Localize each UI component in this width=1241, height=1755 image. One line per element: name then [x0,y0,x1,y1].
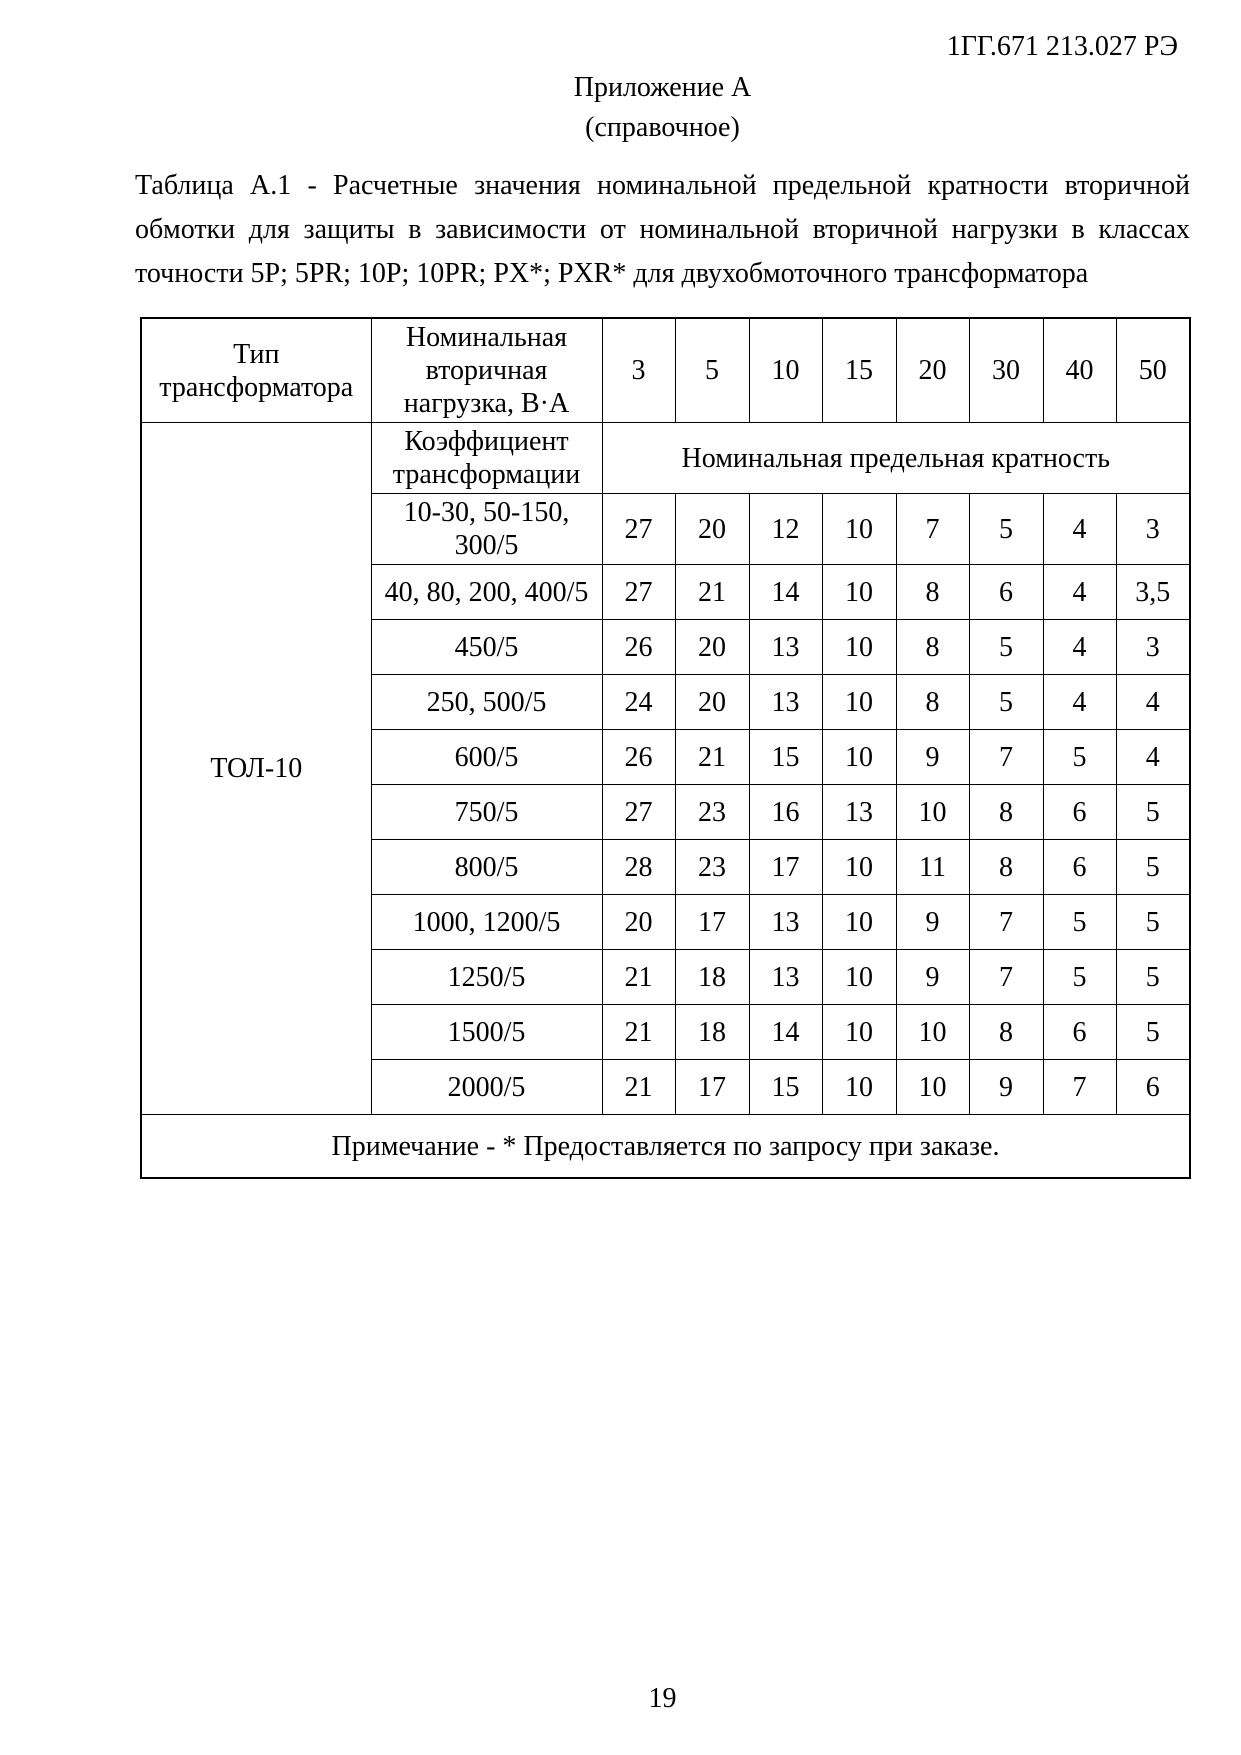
value-cell: 21 [602,950,675,1005]
value-cell: 6 [1043,840,1116,895]
value-cell: 20 [675,494,749,565]
doc-code: 1ГГ.671 213.027 РЭ [946,31,1178,62]
value-cell: 13 [749,620,822,675]
value-cell: 23 [675,785,749,840]
value-cell: 5 [969,620,1043,675]
value-cell: 12 [749,494,822,565]
coef-cell: 450/5 [371,620,602,675]
load-value-cell: 3 [602,318,675,423]
value-cell: 17 [749,840,822,895]
value-cell: 5 [969,494,1043,565]
coef-cell: 2000/5 [371,1060,602,1115]
appendix-title: Приложение А [573,72,752,103]
value-cell: 18 [675,950,749,1005]
value-cell: 18 [675,1005,749,1060]
note-row [141,1115,1190,1179]
load-value-cell: 15 [822,318,896,423]
value-cell: 8 [896,620,969,675]
coef-cell: 800/5 [371,840,602,895]
coef-cell: 40, 80, 200, 400/5 [371,565,602,620]
value-cell: 16 [749,785,822,840]
table-caption [135,164,1190,296]
value-cell: 5 [1116,785,1190,840]
load-value-cell: 50 [1116,318,1190,423]
value-cell: 5 [1116,840,1190,895]
coef-cell: 1000, 1200/5 [371,895,602,950]
value-cell: 8 [896,675,969,730]
caption-line-2: обмотки для защиты в зависимости от номинальной вторичной нагрузки в классах [135,214,1190,245]
value-cell: 10 [822,730,896,785]
value-cell: 3,5 [1116,565,1190,620]
coef-cell: 1250/5 [371,950,602,1005]
value-cell: 13 [822,785,896,840]
value-cell: 10 [822,494,896,565]
value-cell: 5 [969,675,1043,730]
value-cell: 5 [1116,895,1190,950]
header-nominal-multiplicity: Номинальная предельная кратность [602,423,1190,494]
value-cell: 27 [602,785,675,840]
value-cell: 21 [602,1005,675,1060]
value-cell: 24 [602,675,675,730]
value-cell: 20 [675,620,749,675]
header-secondary-load: Номинальная вторичная нагрузка, В·А [371,318,602,423]
value-cell: 9 [896,950,969,1005]
value-cell: 10 [822,895,896,950]
value-cell: 5 [1116,950,1190,1005]
value-cell: 26 [602,620,675,675]
value-cell: 10 [896,785,969,840]
value-cell: 10 [896,1060,969,1115]
value-cell: 4 [1043,565,1116,620]
value-cell: 3 [1116,620,1190,675]
value-cell: 8 [969,840,1043,895]
value-cell: 27 [602,494,675,565]
value-cell: 10 [822,1005,896,1060]
coef-cell: 10-30, 50-150, 300/5 [371,494,602,565]
value-cell: 6 [1116,1060,1190,1115]
header-transformer-type: Тип трансформатора [141,318,371,423]
value-cell: 20 [675,675,749,730]
value-cell: 3 [1116,494,1190,565]
value-cell: 15 [749,730,822,785]
value-cell: 9 [896,730,969,785]
value-cell: 9 [896,895,969,950]
load-value-cell: 40 [1043,318,1116,423]
value-cell: 10 [896,1005,969,1060]
coef-cell: 750/5 [371,785,602,840]
value-cell: 14 [749,1005,822,1060]
value-cell: 21 [675,730,749,785]
value-cell: 13 [749,675,822,730]
value-cell: 6 [1043,1005,1116,1060]
value-cell: 7 [969,730,1043,785]
value-cell: 15 [749,1060,822,1115]
value-cell: 21 [602,1060,675,1115]
value-cell: 5 [1116,1005,1190,1060]
value-cell: 13 [749,950,822,1005]
caption-line-3: точности 5P; 5PR; 10P; 10PR; PX*; PXR* для двухобмоточного трансформатора [135,258,1089,289]
value-cell: 6 [1043,785,1116,840]
value-cell: 7 [969,950,1043,1005]
load-value-cell: 10 [749,318,822,423]
value-cell: 8 [969,785,1043,840]
value-cell: 4 [1116,730,1190,785]
value-cell: 6 [969,565,1043,620]
header-coefficient: Коэффициент трансформации [371,423,602,494]
value-cell: 11 [896,840,969,895]
caption-line-1: Таблица А.1 - Расчетные значения номинальной предельной кратности вторичной [135,170,1190,201]
value-cell: 10 [822,1060,896,1115]
value-cell: 23 [675,840,749,895]
value-cell: 4 [1043,620,1116,675]
value-cell: 27 [602,565,675,620]
value-cell: 8 [896,565,969,620]
value-cell: 5 [1043,895,1116,950]
value-cell: 10 [822,620,896,675]
value-cell: 13 [749,895,822,950]
load-value-cell: 5 [675,318,749,423]
value-cell: 21 [675,565,749,620]
value-cell: 10 [822,565,896,620]
value-cell: 7 [896,494,969,565]
value-cell: 4 [1043,675,1116,730]
coef-cell: 250, 500/5 [371,675,602,730]
value-cell: 26 [602,730,675,785]
page-number: 19 [648,1683,677,1714]
value-cell: 10 [822,950,896,1005]
value-cell: 5 [1043,730,1116,785]
value-cell: 17 [675,895,749,950]
value-cell: 20 [602,895,675,950]
value-cell: 4 [1116,675,1190,730]
header-row-multiplicity [141,423,1190,494]
value-cell: 7 [969,895,1043,950]
value-cell: 9 [969,1060,1043,1115]
value-cell: 10 [822,675,896,730]
ratings-table [140,317,1191,1179]
coef-cell: 600/5 [371,730,602,785]
load-value-cell: 20 [896,318,969,423]
value-cell: 17 [675,1060,749,1115]
value-cell: 10 [822,840,896,895]
value-cell: 4 [1043,494,1116,565]
load-value-cell: 30 [969,318,1043,423]
value-cell: 28 [602,840,675,895]
coef-cell: 1500/5 [371,1005,602,1060]
appendix-subtitle: (справочное) [585,112,740,143]
value-cell: 14 [749,565,822,620]
value-cell: 5 [1043,950,1116,1005]
header-row-loads [141,318,1190,423]
transformer-type-cell: ТОЛ-10 [141,423,371,1115]
table-note: Примечание - * Предоставляется по запросу при заказе. [141,1115,1190,1179]
value-cell: 7 [1043,1060,1116,1115]
value-cell: 8 [969,1005,1043,1060]
